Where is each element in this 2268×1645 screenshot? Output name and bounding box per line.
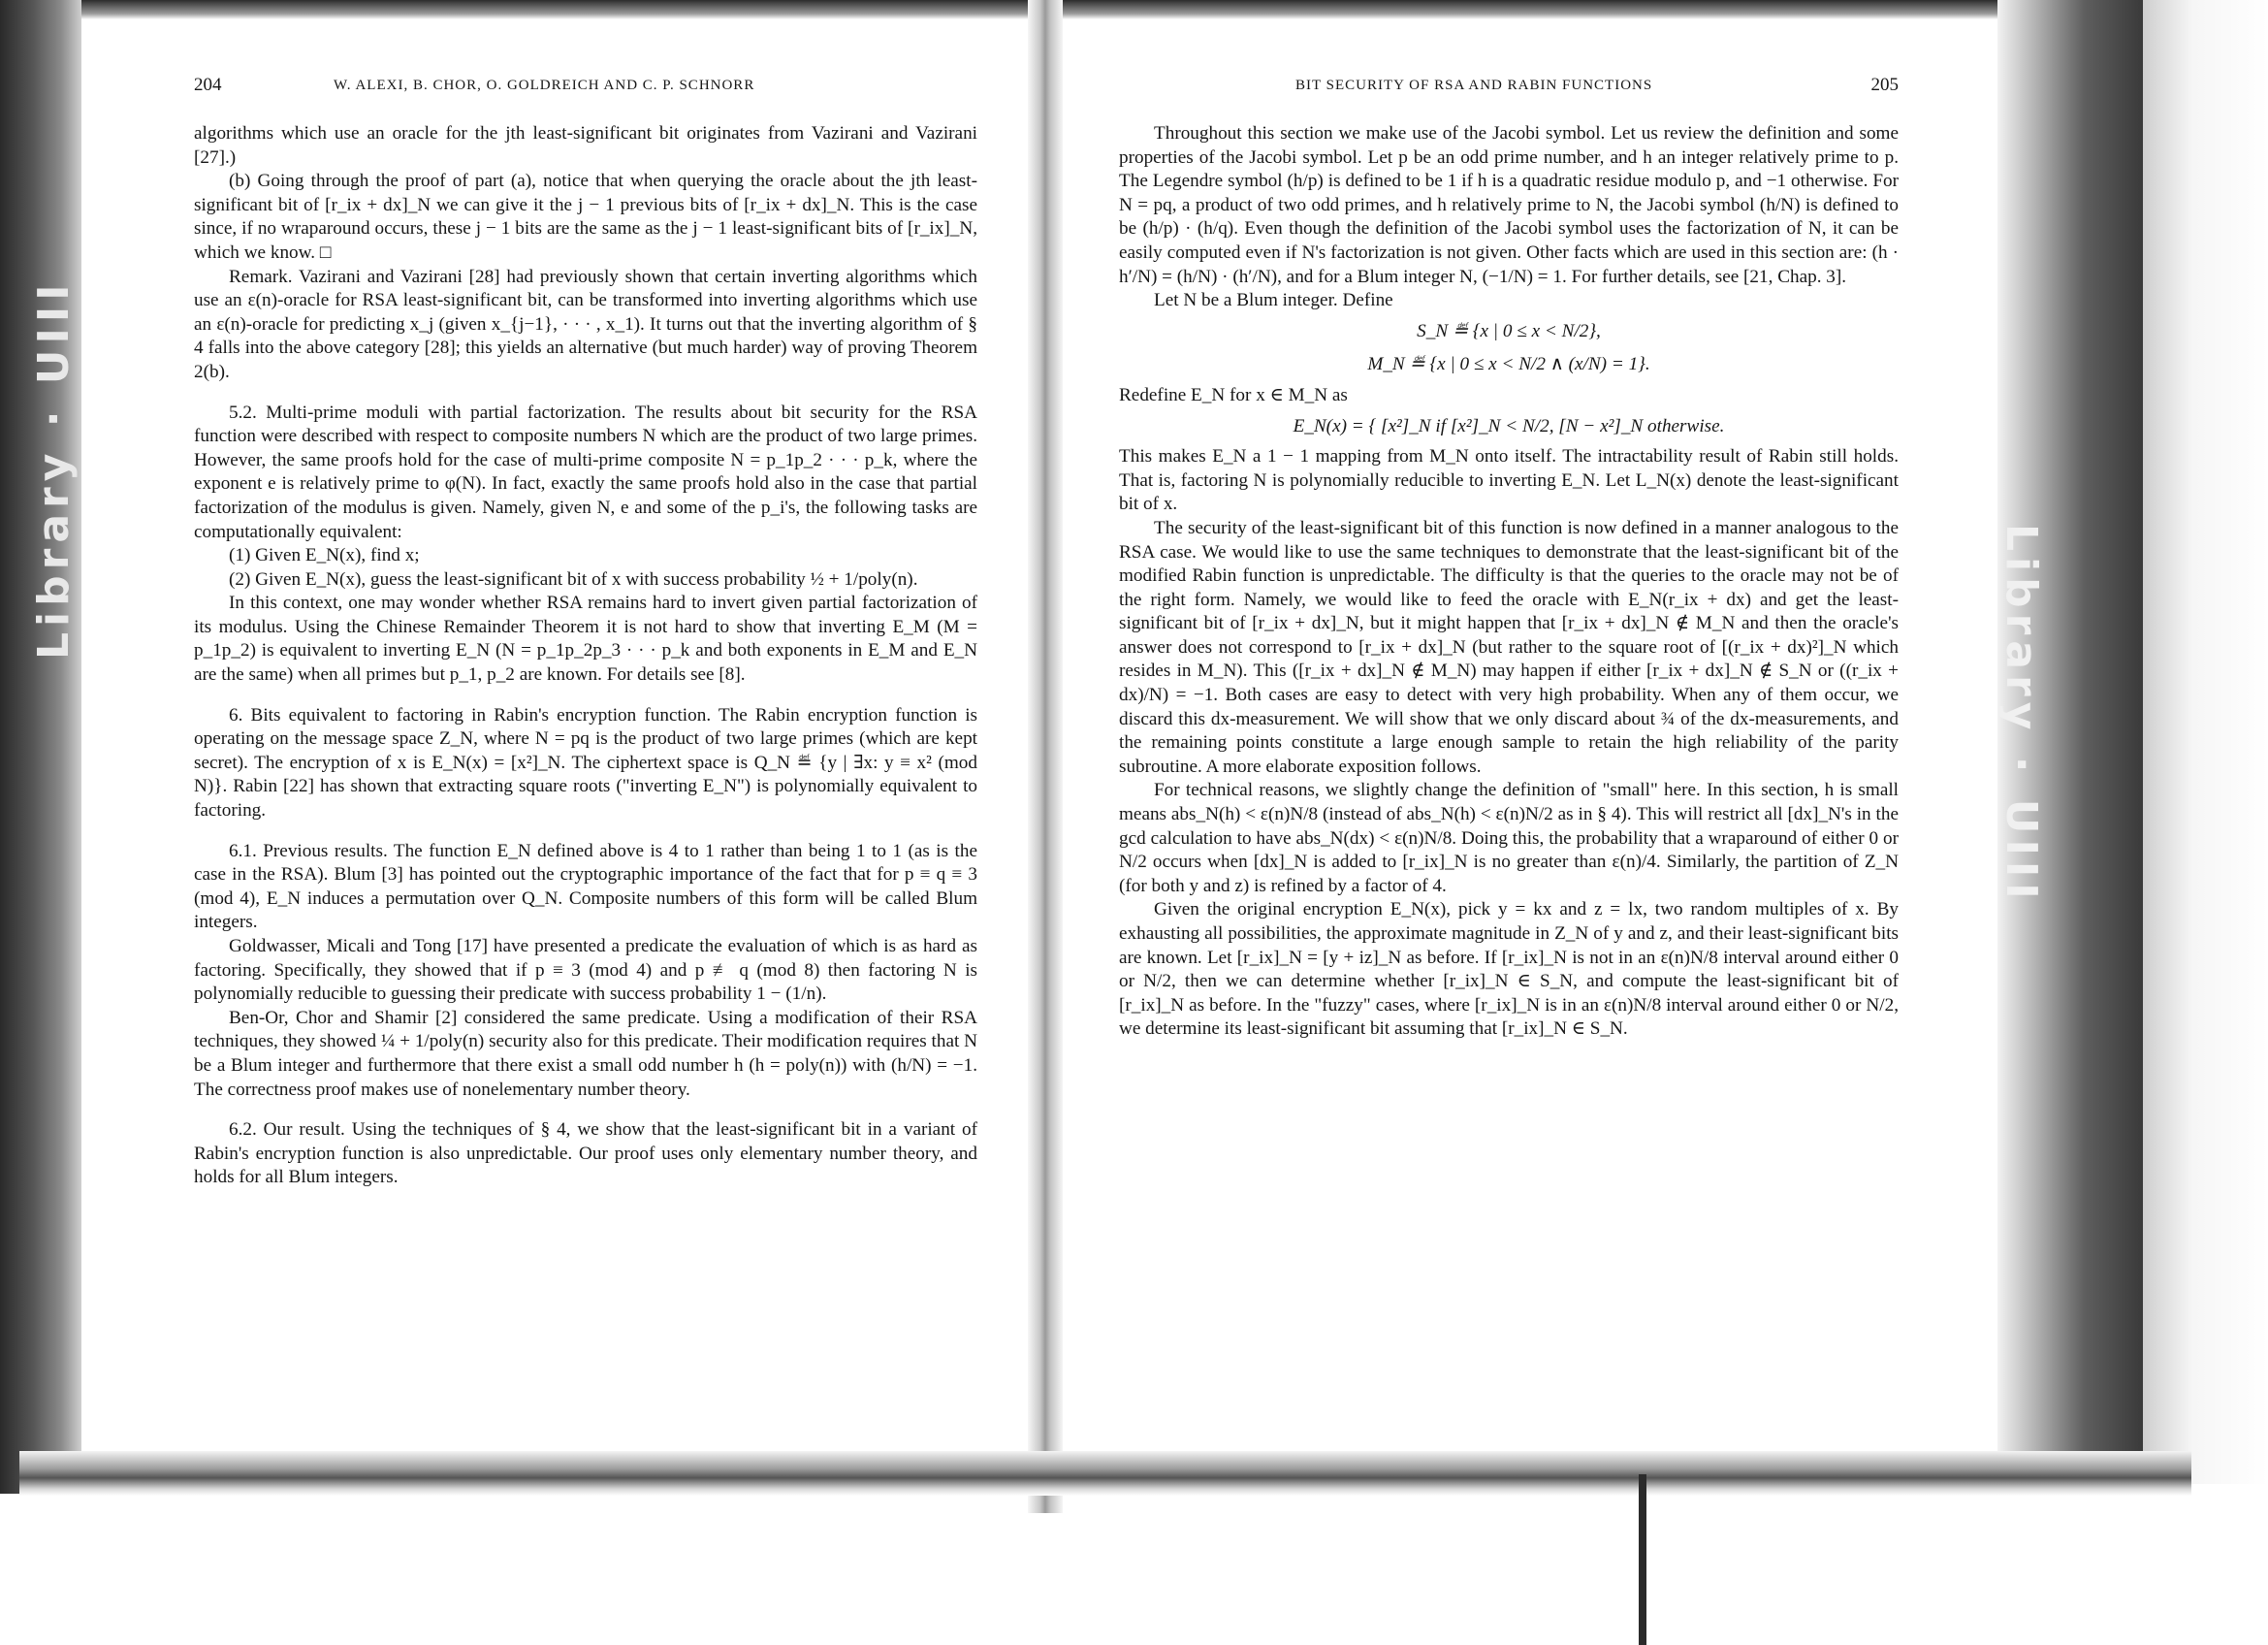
- right-page-body: [1119, 122, 1899, 1042]
- paragraph: This makes E_N a 1 − 1 mapping from M_N onto itself. The intractability result of Rabin still holds. That is, factoring N is polynomially reducible to inverting E_N. Let L_N(x) denote the least-significant bit of x.: [1119, 446, 1899, 515]
- paragraph: In this context, one may wonder whether RSA remains hard to invert given partial factorization of its modulus. Using the Chinese Remainder Theorem it is not hard to show that inverting E_M (M = p_1p_2) is equivalent to inverting E_N (N = p_1p_2p_3 · · · p_k and both exponents in E_M and E_N are the same) when all primes but p_1, p_2 are known. For details see [8].: [194, 593, 977, 686]
- paragraph: Goldwasser, Micali and Tong [17] have presented a predicate the evaluation of which is as hard as factoring. Specifically, they showed that if p ≡ 3 (mod 4) and p ≢ q (mod 8) then factoring N is polynomially reducible to guessing their predicate with success probability 1 − (1/n).: [194, 936, 977, 1005]
- library-stamp-right: Library · UIII: [1996, 524, 2046, 905]
- paragraph: Let N be a Blum integer. Define: [1154, 290, 1393, 311]
- page-number: 205: [1870, 75, 1899, 95]
- right-running-head: [1119, 75, 1899, 103]
- left-page-body: [194, 122, 977, 1190]
- left-running-head: [194, 75, 977, 103]
- book-edge-left: [0, 0, 81, 1494]
- paragraph: The security of the least-significant bit of this function is now defined in a manner analogous to the RSA case. We would like to use the same techniques to demonstrate that the least-significant bit of the modified Rabin function is unpredictable. The difficulty is that the queries to the oracle may not be of the right form. Namely, we would like to feed the oracle with E_N(r_ix + dx) and get the least-significant bit of [r_ix + dx]_N, but it might happen that [r_ix + dx]_N ∉ M_N and then the oracle's answer does not correspond to [r_ix + dx]_N (but rather to the square root of [(r_ix + dx)²]_N which resides in M_N). This ([r_ix + dx]_N ∉ M_N) may happen if either [r_ix + dx]_N ∉ S_N or ((r_ix + dx)/N) = −1. Both cases are easy to detect with very high probability. When any of them occur, we discard this dx-measurement. We will show that we only discard about ¾ of the dx-measurements, and the remaining points constitute a large enough sample to retain the high reliability of the parity subroutine. A more elaborate exposition follows.: [1119, 517, 1899, 777]
- paragraph: Ben-Or, Chor and Shamir [2] considered the same predicate. Using a modification of their RSA techniques, they showed ¼ + 1/poly(n) security also for this predicate. Their modification requires that N be a Blum integer and furthermore that there exist a small odd number h (h = poly(n)) with (h/N) = −1. The correctness proof makes use of nonelementary number theory.: [194, 1007, 977, 1100]
- library-stamp-left: Library · UIII: [29, 278, 79, 660]
- scan-bottom-shadow: [19, 1451, 2191, 1496]
- book-gutter: [1028, 0, 1063, 1513]
- formula-e-n: [1119, 412, 1899, 442]
- paragraph: Given the original encryption E_N(x), pick y = kx and z = lx, two random multiples of x. By exhausting all possibilities, the approximate magnitude in Z_N of y and z, and their least-significant bits are known. Let [r_ix]_N = [y + iz]_N as before. If [r_ix]_N is not in an ε(n)N/8 interval around either 0 or N/2, then we can determine whether [r_ix]_N ∈ S_N, and compute the least-significant bit of [r_ix]_N as before. In the "fuzzy" cases, where [r_ix]_N is in an ε(n)N/8 interval around either 0 or N/2, we determine its least-significant bit assuming that [r_ix]_N ∈ S_N.: [1119, 899, 1899, 1040]
- formula-m-n: [1119, 350, 1899, 380]
- section-6-2: 6.2. Our result. Using the techniques of § 4, we show that the least-significant bit in a variant of Rabin's encryption function is also unpredictable. Our proof uses only elementary number theory, and holds for all Blum integers.: [194, 1119, 977, 1188]
- formula-s-n: [1119, 317, 1899, 347]
- formula-text: E_N(x) = { [x²]_N if [x²]_N < N/2, [N − x²]_N otherwise.: [1293, 415, 1725, 436]
- left-page: [194, 0, 977, 1455]
- formula-text: S_N ≝ {x | 0 ≤ x < N/2},: [1417, 320, 1601, 341]
- section-5-2: 5.2. Multi-prime moduli with partial factorization. The results about bit security for the RSA function were described with respect to composite numbers N which are the product of two large primes. However, the same proofs hold for the case of multi-prime composite N = p_1p_2 · · · p_k, where the exponent e is relatively prime to φ(N). In fact, exactly the same proofs hold also in the case that partial factorization of the modulus is given. Namely, given N, e and some of the p_i's, the following tasks are computationally equivalent:: [194, 402, 977, 542]
- page-number: 204: [194, 75, 222, 95]
- paragraph: (b) Going through the proof of part (a), notice that when querying the oracle about the jth least-significant bit of [r_ix + dx]_N we can give it the j − 1 previous bits of [r_ix + dx]_N. This is the case since, if no wraparound occurs, these j − 1 bits are the same as the j − 1 least-significant bits of [r_ix]_N, which we know. □: [194, 171, 977, 263]
- running-head-authors: W. ALEXI, B. CHOR, O. GOLDREICH AND C. P. SCHNORR: [334, 78, 755, 93]
- formula-text: M_N ≝ {x | 0 ≤ x < N/2 ∧ (x/N) = 1}.: [1367, 354, 1650, 375]
- paragraph: algorithms which use an oracle for the jth least-significant bit originates from Vazirani and Vazirani [27].): [194, 123, 977, 168]
- scan-right-margin: [2143, 0, 2268, 1484]
- section-6-1: 6.1. Previous results. The function E_N defined above is 4 to 1 rather than being 1 to 1 (as is the case in the RSA). Blum [3] has pointed out the cryptographic importance of the fact that for p ≡ q ≡ 3 (mod 4), E_N induces a permutation over Q_N. Composite numbers of this form will be called Blum integers.: [194, 840, 977, 933]
- right-page: [1119, 0, 1899, 1455]
- paragraph: Redefine E_N for x ∈ M_N as: [1119, 384, 1348, 405]
- section-6: 6. Bits equivalent to factoring in Rabin's encryption function. The Rabin encryption function is operating on the message space Z_N, where N = pq is the product of two large primes (which are kept secret). The encryption of x is E_N(x) = [x²]_N. The ciphertext space is Q_N ≝ {y | ∃x: y ≡ x² (mod N)}. Rabin [22] has shown that extracting square roots ("inverting E_N") is polynomially equivalent to factoring.: [194, 704, 977, 822]
- list-item: (1) Given E_N(x), find x;: [229, 545, 420, 566]
- paragraph: Throughout this section we make use of the Jacobi symbol. Let us review the definition and some properties of the Jacobi symbol. Let p be an odd prime number, and h an integer relatively prime to p. The Legendre symbol (h/p) is defined to be 1 if h is a quadratic residue modulo p, and −1 otherwise. For N = pq, a product of two odd primes, and h relatively prime to N, the Jacobi symbol (h/N) is defined to be (h/p) · (h/q). Even though the definition of the Jacobi symbol uses the factorization of N, it can be easily computed even if N's factorization is not given. Other facts which are used in this section are: (h · h′/N) = (h/N) · (h′/N), and for a Blum integer N, (−1/N) = 1. For further details, see [21, Chap. 3].: [1119, 123, 1899, 287]
- list-item: (2) Given E_N(x), guess the least-significant bit of x with success probability ½ + 1/poly(n).: [229, 568, 918, 590]
- paragraph: For technical reasons, we slightly change the definition of "small" here. In this section, h is small means abs_N(h) < ε(n)N/8 (instead of abs_N(h) < ε(n)N/2 as in § 4). This will restrict all [dx]_N's in the gcd calculation to have abs_N(dx) < ε(n)N/8. Doing this, the probability that a wraparound of either 0 or N/2 occurs when [dx]_N is added to [r_ix]_N is no greater than ε(n)/4. Similarly, the partition of Z_N (for both y and z) is refined by a factor of 4.: [1119, 780, 1899, 896]
- remark-paragraph: Remark. Vazirani and Vazirani [28] had previously shown that certain inverting algorithms which use an ε(n)-oracle for RSA least-significant bit, can be transformed into inverting algorithms which use an ε(n)-oracle for predicting x_j (given x_{j−1}, · · · , x_1). It turns out that the inverting algorithm of § 4 falls into the above category [28]; this yields an alternative (but much harder) way of proving Theorem 2(b).: [194, 266, 977, 382]
- running-head-title: BIT SECURITY OF RSA AND RABIN FUNCTIONS: [1295, 78, 1653, 93]
- gutter-shadow-bottom: [1639, 1474, 1646, 1645]
